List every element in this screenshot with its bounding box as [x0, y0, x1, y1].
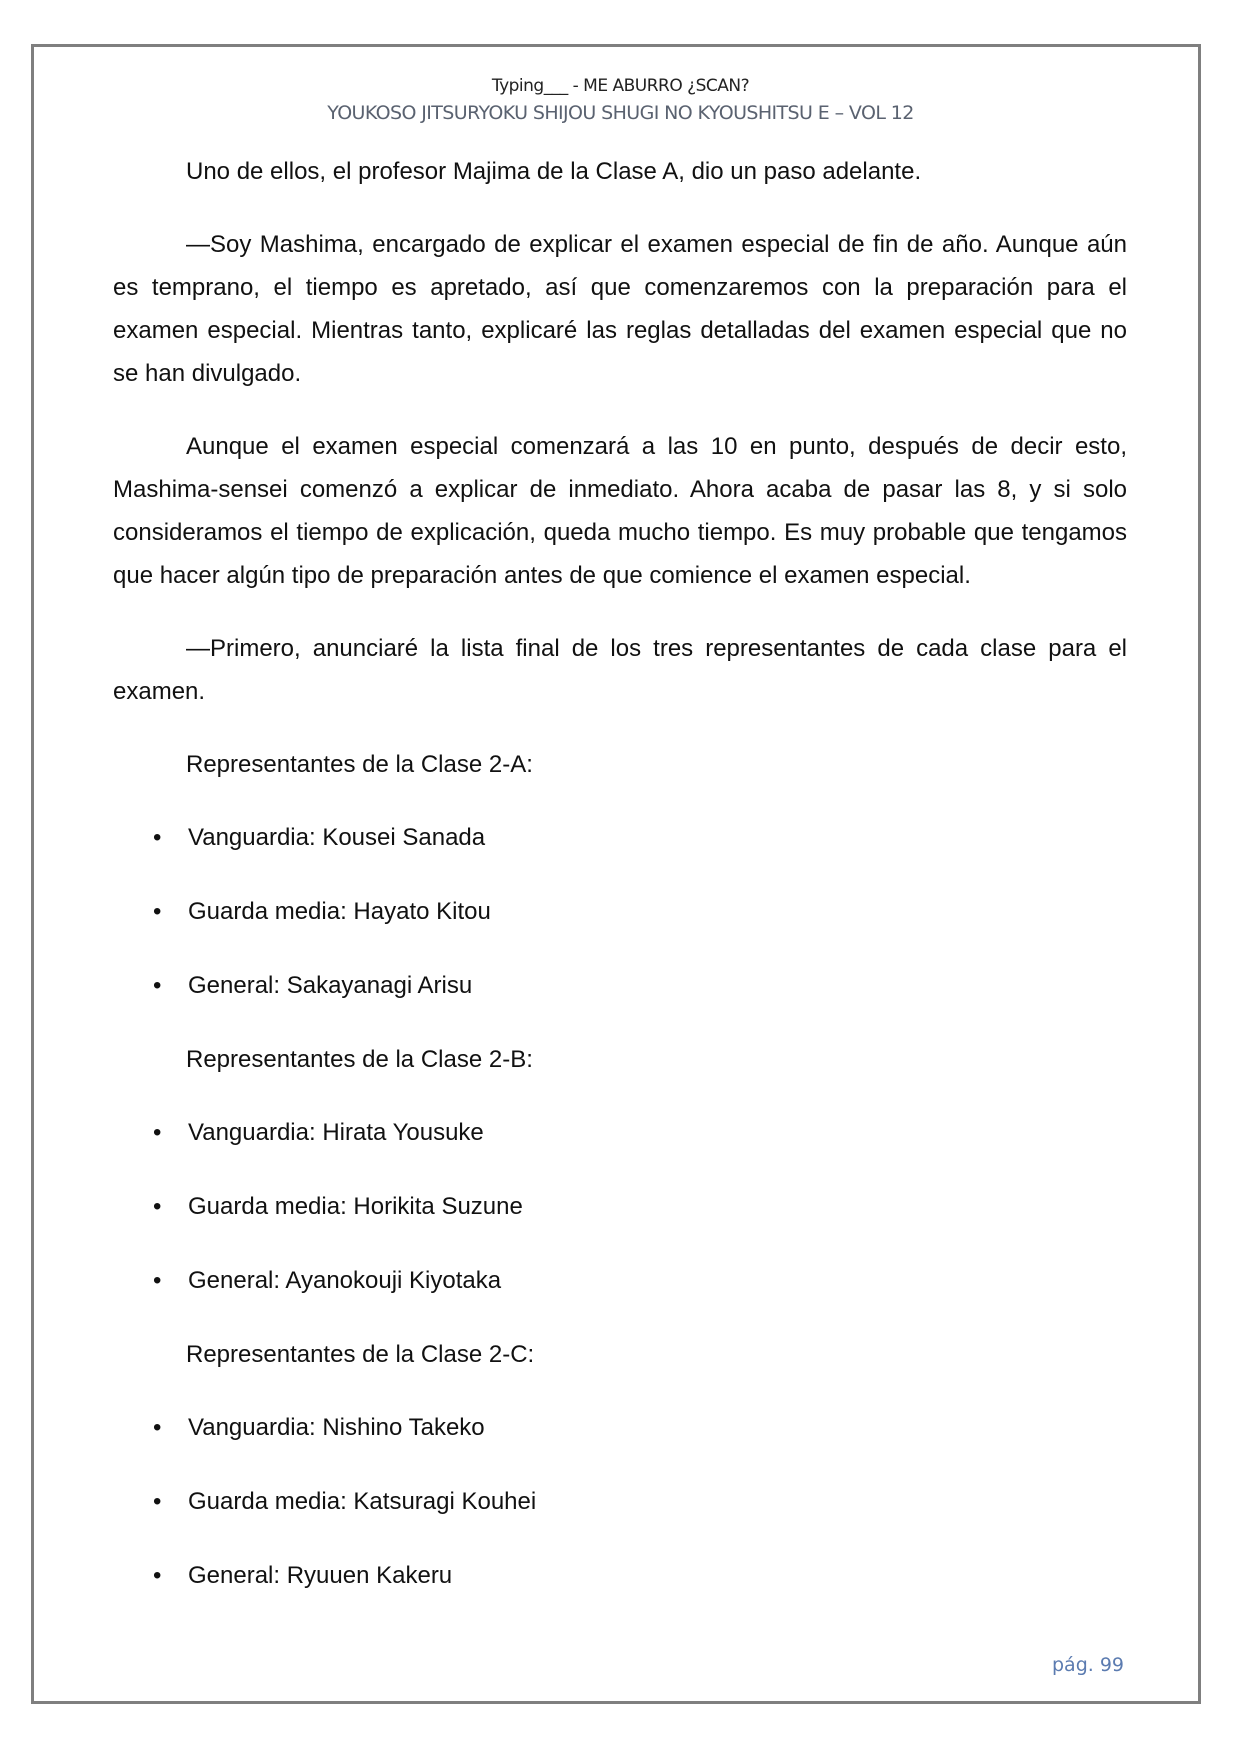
list-item — [113, 1554, 1127, 1597]
page-body — [113, 150, 1127, 1628]
paragraph: —Primero, anunciaré la lista final de los tres representantes de cada clase para el examen. — [113, 635, 1127, 705]
list-item-text: Guarda media: Katsuragi Kouhei — [188, 1488, 537, 1515]
list-item — [113, 964, 1127, 1007]
bullet-icon: • — [153, 824, 162, 851]
list-item-text: Vanguardia: Nishino Takeko — [188, 1414, 485, 1441]
list-item — [113, 1406, 1127, 1449]
bullet-icon: • — [153, 898, 162, 925]
list-item — [113, 890, 1127, 933]
class-heading: Representantes de la Clase 2-C: — [186, 1341, 535, 1368]
list-item — [113, 1480, 1127, 1523]
bullet-icon: • — [153, 1119, 162, 1146]
class-heading: Representantes de la Clase 2-A: — [186, 751, 533, 778]
bullet-icon: • — [153, 1193, 162, 1220]
paragraph: Uno de ellos, el profesor Majima de la Clase A, dio un paso adelante. — [186, 158, 922, 185]
page-number: pág. 99 — [1052, 1654, 1125, 1676]
list-item — [113, 1185, 1127, 1228]
list-item-text: Vanguardia: Kousei Sanada — [188, 824, 486, 851]
bullet-icon: • — [153, 972, 162, 999]
list-item-text: General: Sakayanagi Arisu — [188, 972, 473, 999]
bullet-icon: • — [153, 1414, 162, 1441]
class-heading: Representantes de la Clase 2-B: — [186, 1046, 533, 1073]
header-subtitle: YOUKOSO JITSURYOKU SHIJOU SHUGI NO KYOUSHITSU E – VOL 12 — [327, 102, 914, 124]
bullet-icon: • — [153, 1488, 162, 1515]
list-item — [113, 1111, 1127, 1154]
list-item-text: Guarda media: Horikita Suzune — [188, 1193, 523, 1220]
paragraph: Aunque el examen especial comenzará a las 10 en punto, después de decir esto, Mashima-sensei comenzó a explicar de inmediato. Ahora acaba de pasar las 8, y si solo consideramos el tiempo de explicación, queda mucho tiempo. Es muy probable que tengamos que hacer algún tipo de preparación antes de que comience el examen especial. — [113, 433, 1127, 589]
list-item — [113, 1259, 1127, 1302]
header-title: Typing___ - ME ABURRO ¿SCAN? — [491, 76, 750, 96]
list-item-text: Guarda media: Hayato Kitou — [188, 898, 491, 925]
bullet-icon: • — [153, 1562, 162, 1589]
paragraph: —Soy Mashima, encargado de explicar el examen especial de fin de año. Aunque aún es temprano, el tiempo es apretado, así que comenzaremos con la preparación para el examen especial. Mientras tanto, explicaré las reglas detalladas del examen especial que no se han divulgado. — [113, 231, 1127, 387]
list-item-text: Vanguardia: Hirata Yousuke — [188, 1119, 484, 1146]
list-item-text: General: Ryuuen Kakeru — [188, 1562, 453, 1589]
list-item — [113, 816, 1127, 859]
list-item-text: General: Ayanokouji Kiyotaka — [188, 1267, 502, 1294]
bullet-icon: • — [153, 1267, 162, 1294]
